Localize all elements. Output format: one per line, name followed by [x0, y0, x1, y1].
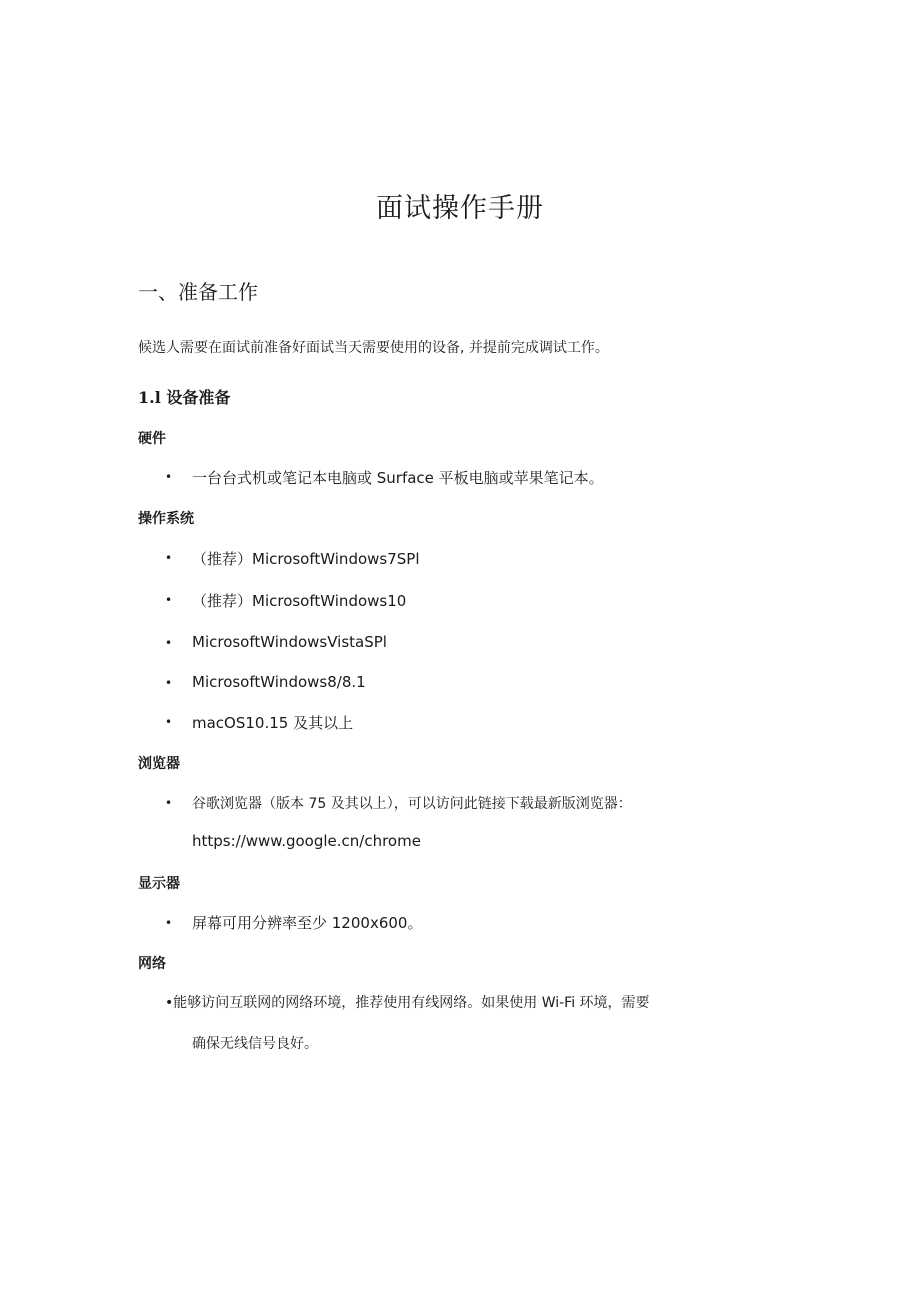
os-heading: 操作系统: [138, 511, 194, 527]
os-item-vista: MicrosoftWindowsVistaSPl: [192, 633, 387, 651]
browser-item: 谷歌浏览器（版本 75 及其以上），可以访问此链接下载最新版浏览器：: [192, 796, 632, 812]
bullet-icon: •: [165, 916, 173, 930]
bullet-icon: •: [165, 593, 173, 607]
bullet-icon: •: [165, 470, 173, 484]
display-item: 屏幕可用分辨率至少 1200x600。: [192, 914, 423, 932]
subsection-heading-device-prep: 1.l 设备准备: [138, 388, 231, 407]
display-heading: 显示器: [138, 876, 180, 892]
os-item-win8: MicrosoftWindows8/8.1: [192, 673, 366, 691]
chrome-download-link: https://www.google.cn/chrome: [192, 832, 421, 850]
hardware-item: 一台台式机或笔记本电脑或 Surface 平板电脑或苹果笔记本。: [192, 469, 604, 487]
network-item-line1: •能够访问互联网的网络环境，推荐使用有线网络。如果使用 Wi-Fi 环境，需要: [165, 995, 650, 1011]
bullet-icon: •: [165, 796, 173, 810]
network-item-line2: 确保无线信号良好。: [192, 1036, 318, 1052]
section-heading-preparation: 一、准备工作: [138, 280, 258, 304]
hardware-heading: 硬件: [138, 431, 166, 447]
bullet-icon: •: [165, 636, 173, 650]
bullet-icon: •: [165, 676, 173, 690]
intro-paragraph: 候选人需要在面试前准备好面试当天需要使用的设备, 并提前完成调试工作。: [138, 340, 609, 356]
bullet-icon: •: [165, 715, 173, 729]
page-title: 面试操作手册: [376, 193, 544, 224]
os-item-macos: macOS10.15 及其以上: [192, 714, 354, 732]
browser-heading: 浏览器: [138, 756, 180, 772]
bullet-icon: •: [165, 551, 173, 565]
os-item-win7: （推荐）MicrosoftWindows7SPl: [192, 550, 420, 568]
os-item-win10: （推荐）MicrosoftWindows10: [192, 592, 407, 610]
network-heading: 网络: [138, 956, 166, 972]
